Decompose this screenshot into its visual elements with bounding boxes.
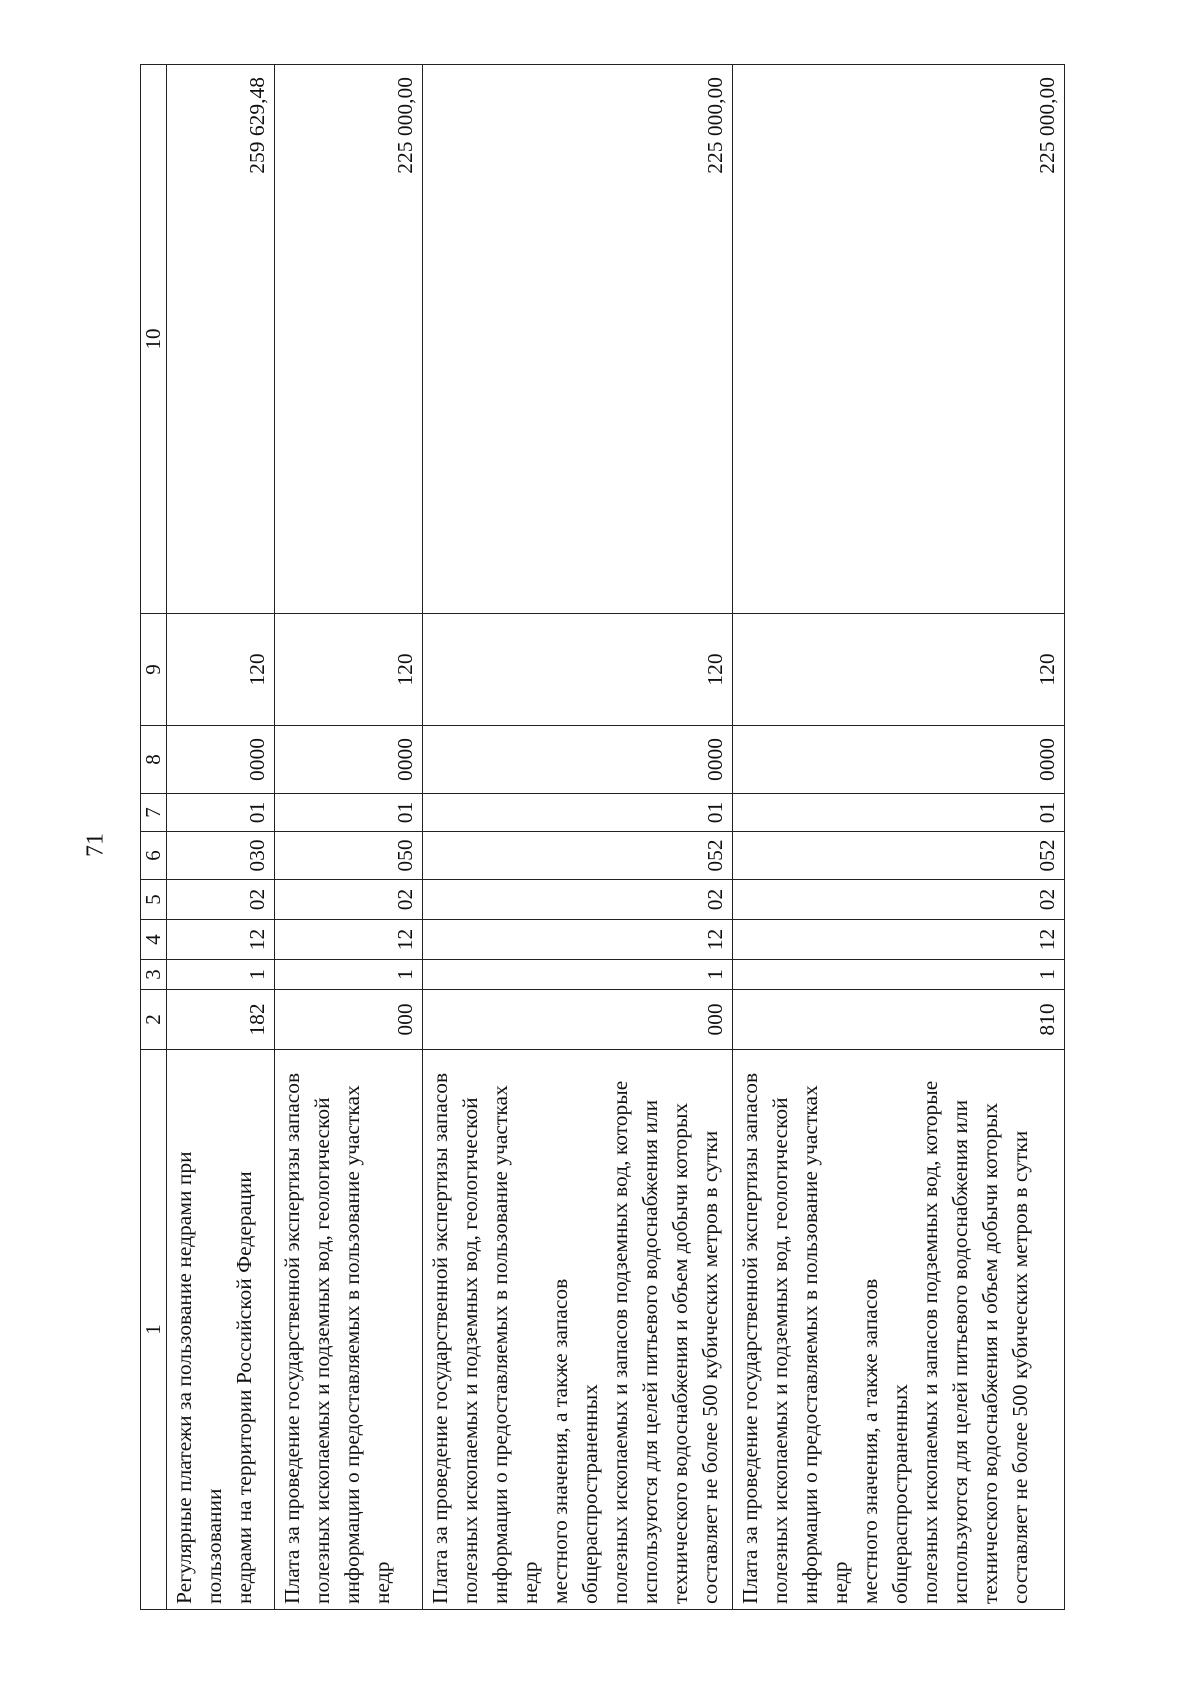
cell-col4: 12 <box>733 920 1065 960</box>
row-description <box>423 1050 733 1610</box>
description-line: полезных ископаемых и запасов подземных вод, которые <box>918 1080 942 1604</box>
cell-col2: 182 <box>167 990 275 1050</box>
col-header-9: 9 <box>141 614 167 726</box>
description-line: технического водоснабжения и объем добычи которых <box>978 1102 1002 1604</box>
description-line: информации о предоставляемых в пользование участках недр <box>798 1085 852 1604</box>
cell-col9: 120 <box>423 614 733 726</box>
cell-col7: 01 <box>733 794 1065 832</box>
row-description <box>733 1050 1065 1610</box>
col-header-4: 4 <box>141 920 167 960</box>
description-line: полезных ископаемых и подземных вод, геологической <box>458 1097 482 1604</box>
table-header-row <box>141 65 167 1610</box>
budget-table <box>140 64 1065 1610</box>
cell-col8: 0000 <box>275 726 423 794</box>
col-header-3: 3 <box>141 960 167 990</box>
cell-col5: 02 <box>423 880 733 920</box>
cell-col5: 02 <box>275 880 423 920</box>
cell-col4: 12 <box>423 920 733 960</box>
col-header-8: 8 <box>141 726 167 794</box>
cell-col6: 052 <box>733 832 1065 880</box>
description-line: местного значения, а также запасов общераспространенных <box>858 1278 912 1604</box>
cell-col7: 01 <box>167 794 275 832</box>
cell-col3: 1 <box>275 960 423 990</box>
col-header-1: 1 <box>141 1050 167 1610</box>
table-row <box>733 65 1065 1610</box>
row-description <box>167 1050 275 1610</box>
cell-col2: 000 <box>275 990 423 1050</box>
cell-col7: 01 <box>275 794 423 832</box>
description-line: используются для целей питьевого водоснабжения или <box>948 1099 972 1604</box>
row-description <box>275 1050 423 1610</box>
col-header-5: 5 <box>141 880 167 920</box>
description-line: Плата за проведение государственной экспертизы запасов <box>280 1072 304 1604</box>
cell-col7: 01 <box>423 794 733 832</box>
col-header-6: 6 <box>141 832 167 880</box>
description-line: полезных ископаемых и подземных вод, геологической <box>768 1097 792 1604</box>
table-row <box>167 65 275 1610</box>
cell-col6: 052 <box>423 832 733 880</box>
cell-amount: 225 000,00 <box>423 65 733 614</box>
cell-amount: 225 000,00 <box>275 65 423 614</box>
description-line: Плата за проведение государственной экспертизы запасов <box>428 1072 452 1604</box>
rotated-table-container <box>140 65 1060 1610</box>
col-header-10: 10 <box>141 65 167 614</box>
col-header-2: 2 <box>141 990 167 1050</box>
description-line: технического водоснабжения и объем добычи которых <box>668 1102 692 1604</box>
description-line: Регулярные платежи за пользование недрами при пользовании <box>172 1151 226 1604</box>
description-line: полезных ископаемых и подземных вод, геологической <box>310 1097 334 1604</box>
cell-col9: 120 <box>733 614 1065 726</box>
cell-col8: 0000 <box>167 726 275 794</box>
cell-col2: 000 <box>423 990 733 1050</box>
description-line: информации о предоставляемых в пользование участках недр <box>488 1085 542 1604</box>
cell-col9: 120 <box>275 614 423 726</box>
description-line: составляет не более 500 кубических метров в сутки <box>1008 1130 1032 1604</box>
cell-col2: 810 <box>733 990 1065 1050</box>
cell-amount: 225 000,00 <box>733 65 1065 614</box>
description-line: полезных ископаемых и запасов подземных вод, которые <box>608 1080 632 1604</box>
description-line: используются для целей питьевого водоснабжения или <box>638 1099 662 1604</box>
cell-col4: 12 <box>275 920 423 960</box>
cell-col6: 050 <box>275 832 423 880</box>
description-line: недрами на территории Российской Федерации <box>232 1171 256 1604</box>
table-row <box>423 65 733 1610</box>
description-line: местного значения, а также запасов общераспространенных <box>548 1278 602 1604</box>
cell-amount: 259 629,48 <box>167 65 275 614</box>
cell-col8: 0000 <box>423 726 733 794</box>
description-line: информации о предоставляемых в пользование участках недр <box>340 1085 394 1604</box>
cell-col4: 12 <box>167 920 275 960</box>
description-line: составляет не более 500 кубических метров в сутки <box>698 1130 722 1604</box>
cell-col5: 02 <box>733 880 1065 920</box>
cell-col3: 1 <box>167 960 275 990</box>
cell-col9: 120 <box>167 614 275 726</box>
cell-col3: 1 <box>733 960 1065 990</box>
cell-col8: 0000 <box>733 726 1065 794</box>
cell-col3: 1 <box>423 960 733 990</box>
table-row <box>275 65 423 1610</box>
page-number: 71 <box>82 833 109 857</box>
cell-col5: 02 <box>167 880 275 920</box>
description-line: Плата за проведение государственной экспертизы запасов <box>738 1072 762 1604</box>
cell-col6: 030 <box>167 832 275 880</box>
col-header-7: 7 <box>141 794 167 832</box>
